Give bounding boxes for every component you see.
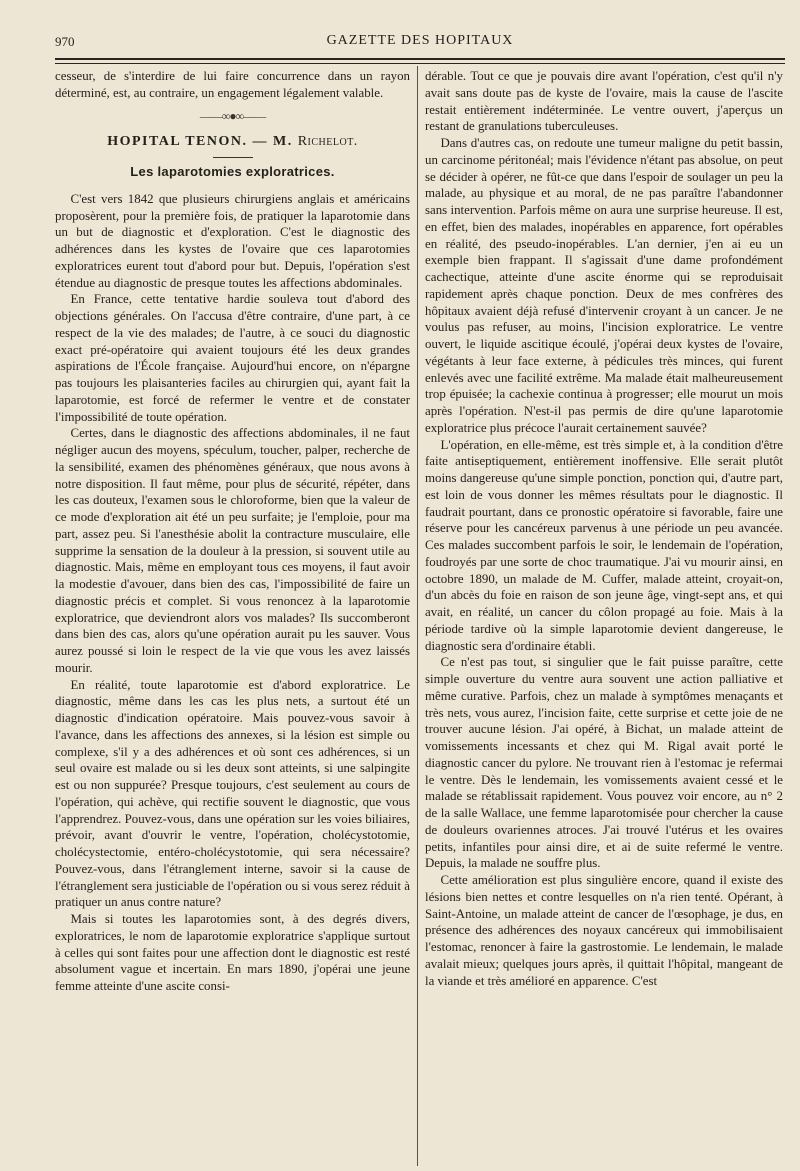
paragraph: C'est vers 1842 que plusieurs chirurgiens anglais et américains proposèrent, pour la première fois, de pratiquer la laparotomie dans un but de diagnostic et d'exploration. C'est le diagnostic des adhérences dans les kystes de l'ovaire que ces laparotomies exploratrices eurent tout d'abord pour but. Depuis, l'opération s'est étendue au diagnostic de presque toutes les affections abdominales. [55,191,410,290]
paragraph: Ce n'est pas tout, si singulier que le fait puisse paraître, cette simple ouverture du ventre aura souvent une action palliative et même curative. Parfois, chez un malade à symptômes menaçants et très nets, vous aurez, l'incision faite, cette surprise et cette joie de ne trouver aucune lésion. J'ai opéré, à Bichat, un malade atteint de vomissements incessants et chez qui M. Rigal avait porté le diagnostic cancer du pylore. Ne trouvant rien à l'estomac je refermai le ventre. Dès le lendemain, les vomissements avaient cessé et le malade se rétablissait rapidement. Vous pouvez voir encore, au n° 2 de la salle Wallace, une femme laparotomisée pour chercher la cause de douleurs ovariennes atroces. J'ai trouvé l'utérus et les ovaires petits, infantiles pour ainsi dire, et ai de suite refermé le ventre. Depuis, la malade ne souffre plus. [425,655,783,871]
paragraph: Dans d'autres cas, on redoute une tumeur maligne du petit bassin, un carcinome péritonéal; mais l'évidence n'étant pas absolue, on peut se décider à opérer, ne fût-ce que dans l'espoir de soulager un peu la malade, au physique et au moral, de ne pas paraître l'abandonner sans intervention. Parfois même on aura une surprise heureuse. Il est, en effet, bien des malades, inopérables en apparence, fort opérables en réalité, des pseudo-inopérables. L'an dernier, j'en ai eu un exemple bien frappant. Il s'agissait d'une dame profondément cachectique, atteinte d'une ascite énorme qui se reproduisait rapidement après chaque ponction. Deux de mes confrères des hôpitaux avaient déjà refusé d'intervenir croyant à un cancer. Je ne voulus pas refuser, au moins, l'incision exploratrice. Le ventre ouvert, le liquide ascitique écoulé, j'opérai deux kystes de l'ovaire, végétants à leur face externe, à pédicules très minces, qui furent enlevés avec une facilité extrême. Ma malade était malheureusement trop épuisée; la cachexie continua à progresser; elle mourut un mois après l'opération. N'est-il pas permis de dire qu'une laparotomie exploratrice plus précoce l'aurait certainement sauvée? [425,136,783,435]
running-title: GAZETTE DES HOPITAUX [326,33,514,48]
paragraph: Certes, dans le diagnostic des affections abdominales, il ne faut négliger aucun des moyens, spéculum, toucher, palper, recherche de la sensibilité, examen des phénomènes généraux, que nous avons à notre disposition. Il faut même, pour plus de sécurité, répéter, dans les cas douteux, l'examen sous le chloroforme, bien que la valeur de ce mode d'exploration ait été un peu surfaite; je l'emploie, pour ma part, assez peu. Si l'anesthésie abolit la contracture musculaire, elle supprime la sensation de la douleur à la pression, si souvent utile au diagnostic. Mais, même en employant tous ces moyens, il faut avoir la modestie d'avouer, dans bien des cas, l'impossibilité de faire un diagnostic précis et complet. Si vous renoncez à la laparotomie exploratrice, que deviendront alors vos malades? Ils succomberont dans bien des cas, alors qu'une opération aurait pu les sauver. Vous aurez poussé si loin le respect de la vie que vous les avez laissés mourir. [55,426,410,675]
paragraph: L'opération, en elle-même, est très simple et, à la condition d'être faite antiseptiquement, entièrement inoffensive. Elle serait plutôt moins dangereuse qu'une simple ponction, ponction qui, d'autre part, est loin de vous donner les mêmes résultats pour le diagnostic. Il faudrait pourtant, dans ce pronostic opératoire si favorable, faire une réserve pour les cancéreux parvenus à une période un peu avancée. Ces malades succombent parfois le soir, le lendemain de l'opération, foudroyés par une sorte de choc traumatique. J'ai vu mourir ainsi, en octobre 1890, un malade de M. Cuffer, malade atteint, croyait-on, d'un abcès du foie en raison de son jeune âge, vingt-sept ans, et qui avait, en réalité, un cancer du côlon propagé au foie. Mais à la période tardive où la simple laparotomie devient dangereuse, le diagnostic sera d'ordinaire établi. [425,437,783,653]
section-heading [55,134,410,151]
section-author: Richelot. [297,134,358,150]
paragraph: En France, cette tentative hardie souleva tout d'abord des objections générales. On l'accusa d'être contraire, d'une part, à ce respect de la vie des malades; de l'autre, à ce souci du diagnostic exact pré-opératoire qui avaient toujours été les deux grandes aspirations de l'École française. Aujourd'hui encore, on n'épargne pas toujours les plaisanteries faciles au chirurgien qui, ayant fait la laparotomie, est forcé de refermer le ventre et de constater l'impossibilité de toute opération. [55,292,410,424]
ornament-divider: ——∞●∞—— [199,108,266,123]
paragraph: dérable. Tout ce que je pouvais dire avant l'opération, c'est qu'il n'y avait sans doute pas de kyste de l'ovaire, mais la cause de l'ascite restait entièrement indéterminée. Le ventre ouvert, j'aperçus un restant de granulations tuberculeuses. [425,69,783,134]
left-column [55,68,410,995]
section-title: HOPITAL TENON. — M. [107,134,293,150]
paragraph: Mais si toutes les laparotomies sont, à des degrés divers, exploratrices, le nom de laparotomie exploratrice s'applique surtout à celles qui sont faites pour une affection dont le diagnostic est resté absolument vague et incertain. En mars 1890, j'opérai une jeune femme atteinte d'une ascite consi- [55,912,410,993]
article-subheading: Les laparotomies exploratrices. [130,164,335,179]
right-column [425,68,783,989]
paragraph: En réalité, toute laparotomie est d'abord exploratrice. Le diagnostic, même dans les cas les plus nets, a surtout été un diagnostic d'indication opératoire. Mais pouvez-vous savoir à l'avance, dans les affections des annexes, si la lésion est simple ou complexe, s'il y a des adhérences et où sont ces adhérences, si un seul ovaire est malade ou si les deux sont atteints, si une salpingite est ou non suppurée? Presque toujours, c'est seulement au cours de l'opération, qui achève, qui rectifie souvent le diagnostic, que vous l'apprendrez. Pouvez-vous, dans une opération sur les voies biliaires, prévoir, avant d'ouvrir le ventre, l'opération, cholécystotomie, cholécystectomie, entéro-cholécystotomie, qui sera nécessaire? Pouvez-vous, dans l'étranglement interne, savoir si la cause de l'étranglement sera justiciable de l'opération ou si vous serez réduit à pratiquer un anus contre nature? [55,677,410,910]
short-rule [213,157,253,158]
page-header [55,30,785,54]
paragraph: cesseur, de s'interdire de lui faire concurrence dans un rayon déterminé, est, au contraire, un engagement légalement valable. [55,69,410,100]
page-number: 970 [55,34,75,49]
header-rule [55,58,785,64]
column-divider [417,66,418,1166]
paragraph: Cette amélioration est plus singulière encore, quand il existe des lésions bien nettes et contre lesquelles on n'a rien tenté. Opérant, à Saint-Antoine, un malade atteint de cancer de l'œsophage, je dus, en présence des adhérences des noyaux cancéreux qui immobilisaient l'estomac, renoncer à faire la gastrostomie. Le lendemain, le malade avalait mieux; quelques jours après, il quittait l'hôpital, mangeant de la viande et très amélioré en apparence. C'est [425,873,783,988]
